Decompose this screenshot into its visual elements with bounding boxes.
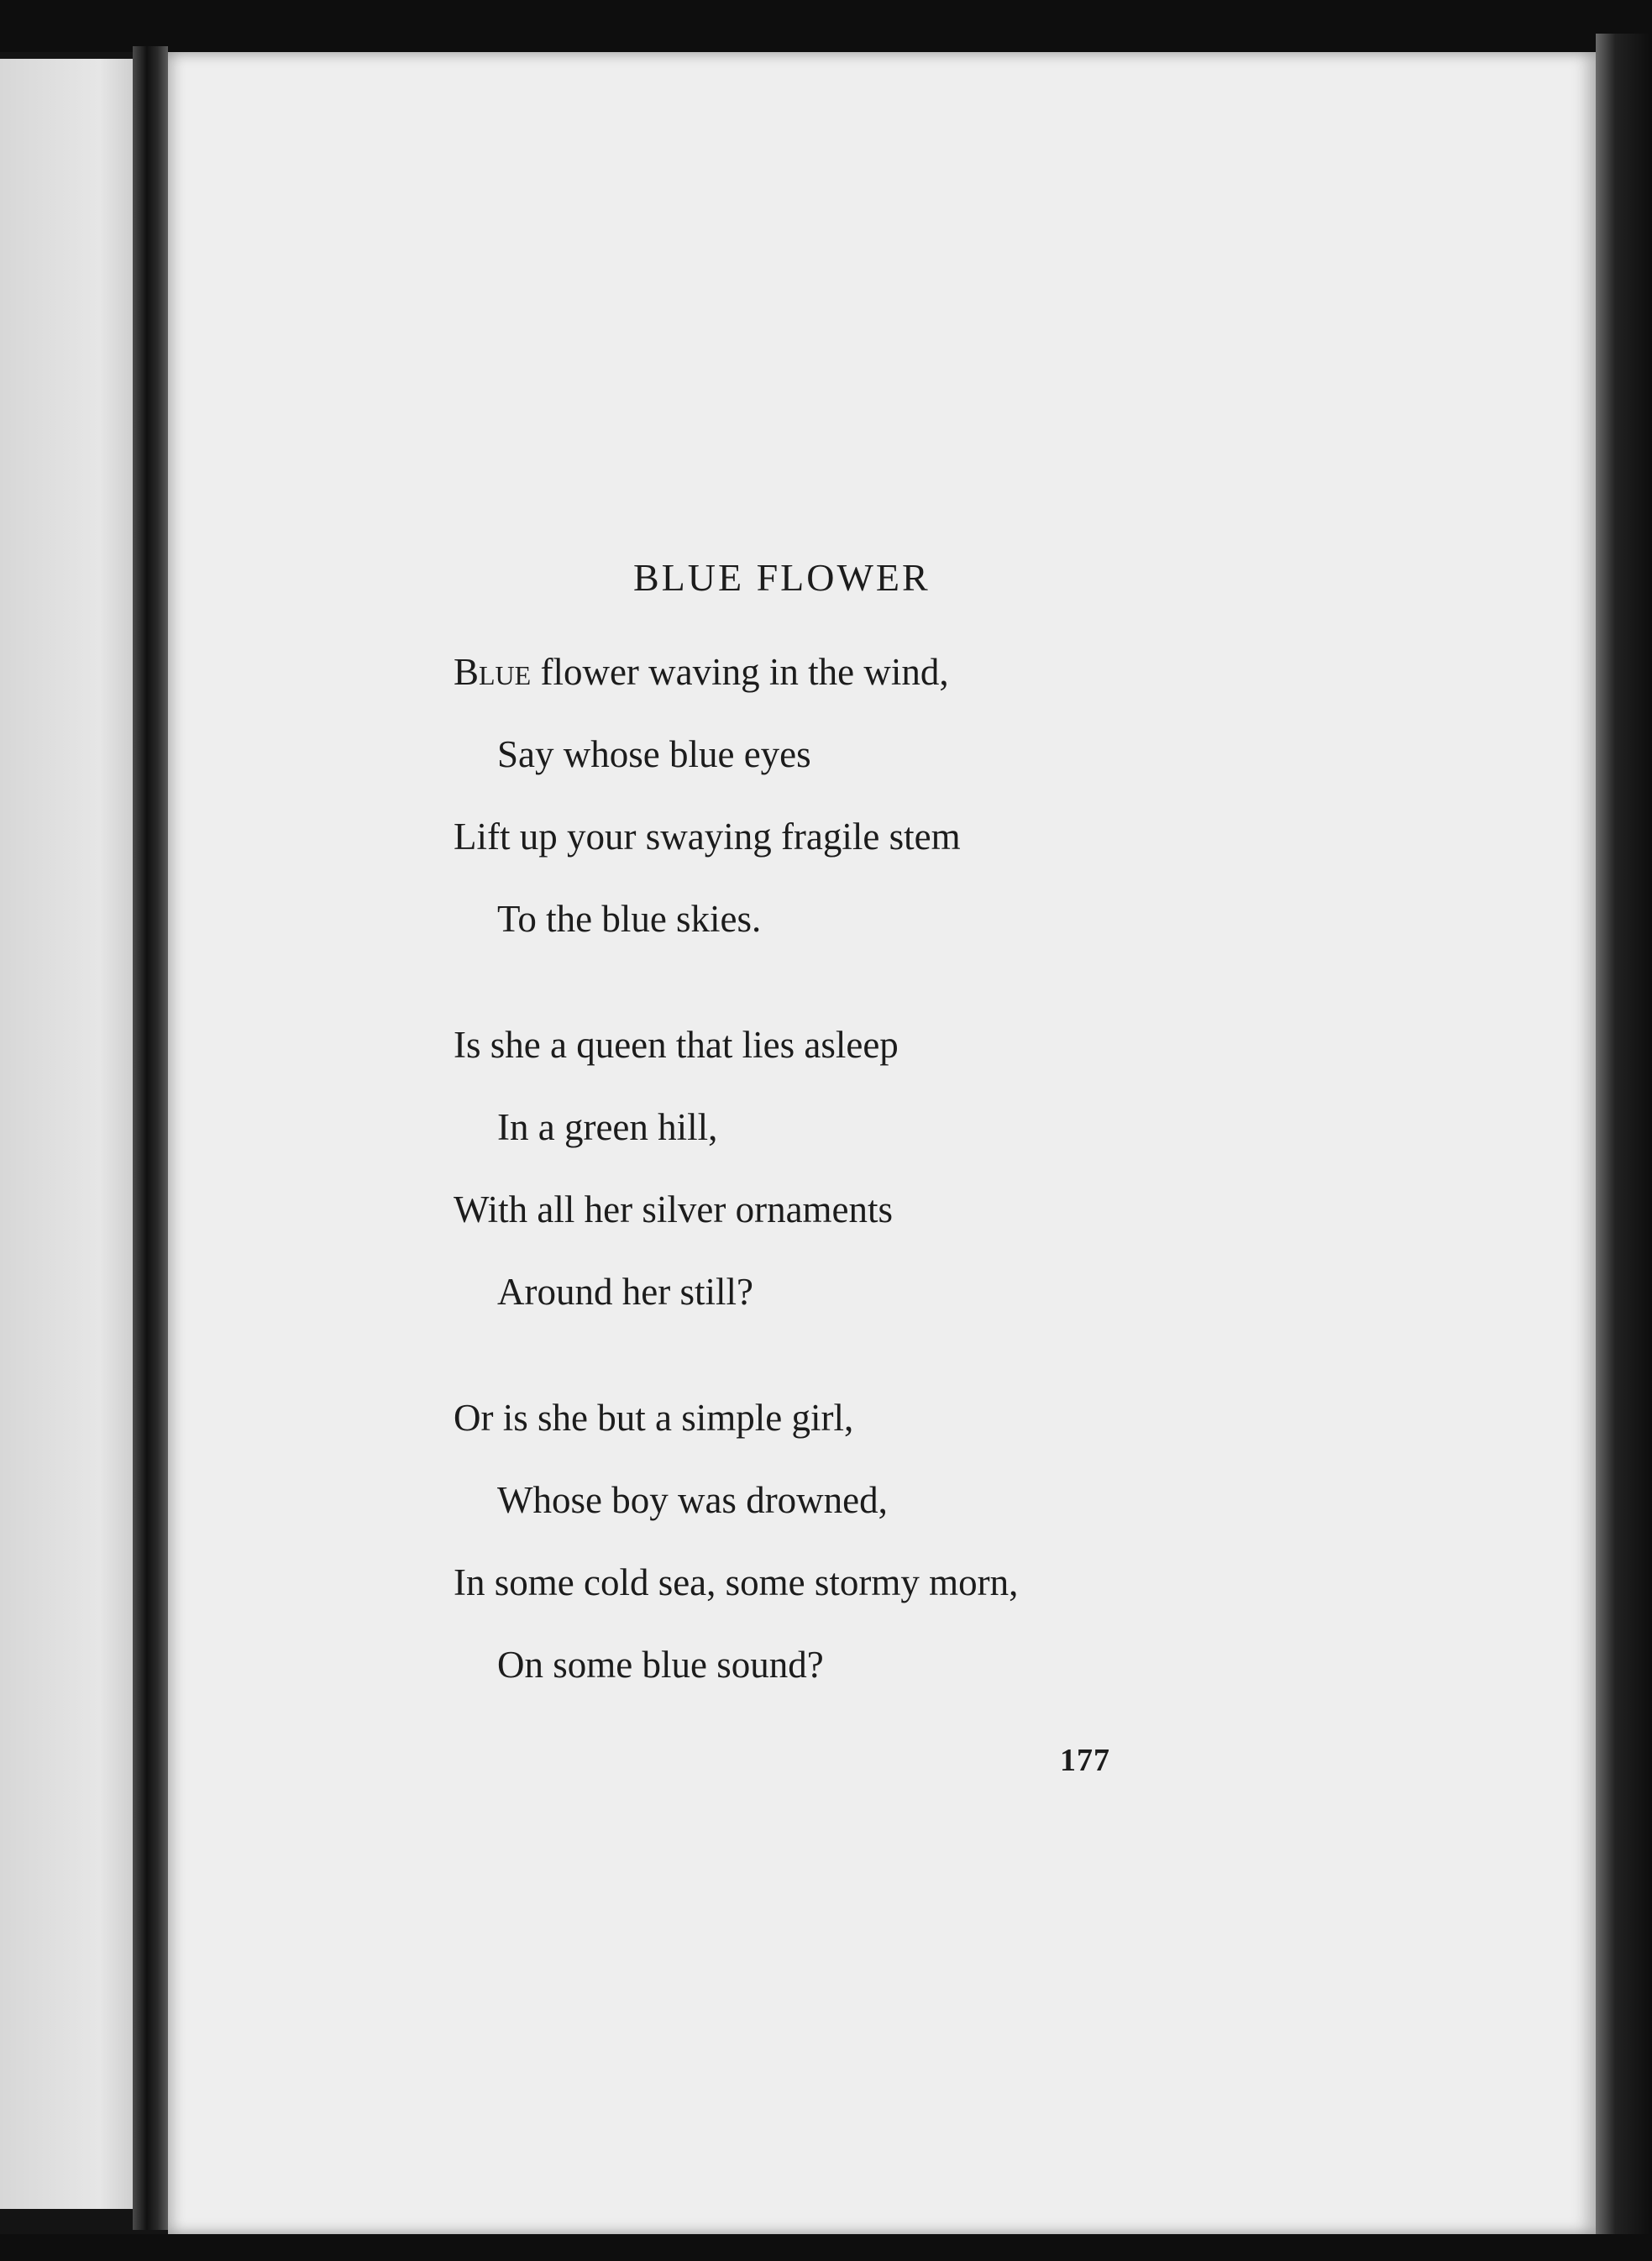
stanza-1 [454, 631, 1176, 960]
poem-line: To the blue skies. [497, 898, 762, 941]
poem-line: In some cold sea, some stormy morn, [454, 1561, 1019, 1604]
poem-line: Is she a queen that lies asleep [454, 1024, 899, 1067]
poem-line: Lift up your swaying fragile stem [454, 816, 961, 858]
stanza-3 [454, 1377, 1176, 1706]
poem-line: Whose boy was drowned, [497, 1479, 888, 1522]
poem [454, 554, 1176, 1750]
poem-line: Or is she but a simple girl, [454, 1397, 854, 1440]
stanza-2 [454, 1004, 1176, 1333]
poem-line-text: flower waving in the wind, [540, 651, 949, 694]
scan-top-border [0, 0, 1652, 52]
poem-line: On some blue sound? [497, 1644, 824, 1687]
facing-page-edge [0, 59, 133, 2209]
poem-line: Say whose blue eyes [497, 733, 811, 776]
page-number: 177 [1060, 1743, 1110, 1778]
scan-bottom-border [0, 2234, 1652, 2261]
poem-line: In a green hill, [497, 1106, 718, 1149]
opening-word: Blue [454, 651, 532, 694]
poem-line: With all her silver ornaments [454, 1188, 894, 1231]
book-gutter [133, 46, 168, 2230]
poem-line: Around her still? [497, 1271, 753, 1314]
poem-title: BLUE FLOWER [633, 556, 931, 599]
scan-right-border [1596, 34, 1652, 2261]
poem-line [454, 631, 1176, 713]
